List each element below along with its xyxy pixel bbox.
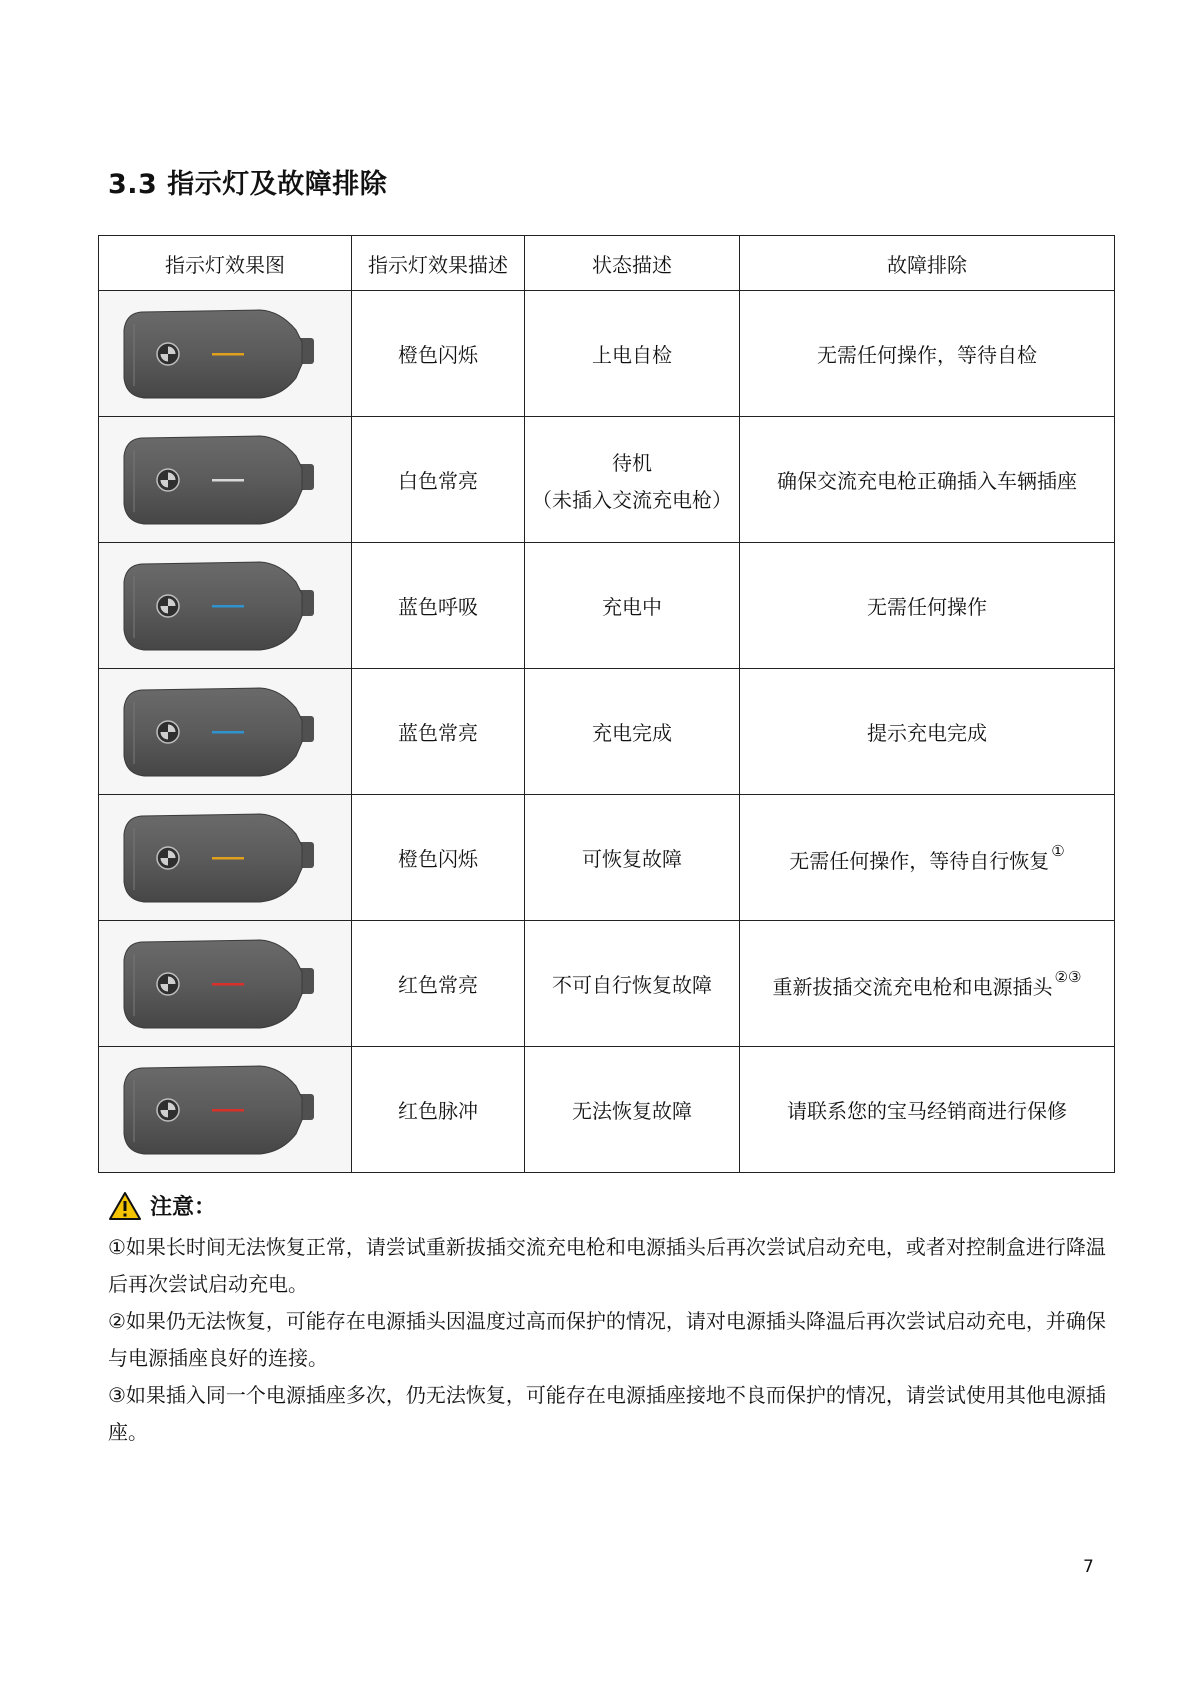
indicator-image: [99, 291, 352, 417]
header-fix: 故障排除: [740, 236, 1115, 291]
brand-logo-icon: [157, 847, 179, 869]
note-item-1: ①如果长时间无法恢复正常，请尝试重新拔插交流充电枪和电源插头后再次尝试启动充电，或者对控制盒进行降温后再次尝试启动充电。: [108, 1235, 1106, 1296]
indicator-light: [212, 731, 244, 734]
indicator-light: [212, 479, 244, 482]
control-box-image: [120, 1058, 330, 1162]
state-cell: [525, 291, 740, 417]
header-image: 指示灯效果图: [99, 236, 352, 291]
table-header-row: [99, 236, 1115, 291]
effect-cell: 白色常亮: [352, 417, 525, 543]
control-box-image: [120, 932, 330, 1036]
fix-cell: [740, 417, 1115, 543]
page-number: 7: [1083, 1557, 1094, 1577]
footnote-marker: ②③: [1054, 967, 1082, 986]
indicator-light: [212, 983, 244, 986]
state-text: 不可自行恢复故障: [552, 973, 712, 997]
brand-logo-icon: [157, 1099, 179, 1121]
fix-text: 请联系您的宝马经销商进行保修: [787, 1099, 1067, 1123]
header-effect: 指示灯效果描述: [352, 236, 525, 291]
control-box-image: [120, 428, 330, 532]
section-title: 3.3 指示灯及故障排除: [108, 169, 388, 200]
effect-cell: 橙色闪烁: [352, 795, 525, 921]
note-item-3: ③如果插入同一个电源插座多次，仍无法恢复，可能存在电源插座接地不良而保护的情况，请尝试使用其他电源插座。: [108, 1383, 1106, 1444]
state-text: 无法恢复故障: [572, 1099, 692, 1123]
footnote-marker: ①: [1051, 841, 1065, 860]
brand-logo-icon: [157, 595, 179, 617]
fix-cell: [740, 669, 1115, 795]
state-text: 上电自检: [592, 343, 672, 367]
indicator-table: [98, 235, 1115, 1173]
state-text: 充电完成: [592, 721, 672, 745]
control-box-image: [120, 554, 330, 658]
indicator-image: [99, 417, 352, 543]
indicator-light: [212, 1109, 244, 1112]
fix-cell: [740, 921, 1115, 1047]
fix-cell: [740, 543, 1115, 669]
state-cell: [525, 669, 740, 795]
state-cell: [525, 543, 740, 669]
fix-text: 确保交流充电枪正确插入车辆插座: [777, 469, 1077, 493]
header-state: 状态描述: [525, 236, 740, 291]
brand-logo-icon: [157, 469, 179, 491]
notes-heading-text: 注意：: [150, 1195, 217, 1220]
control-box-image: [120, 680, 330, 784]
state-cell: [525, 795, 740, 921]
table-row: [99, 669, 1115, 795]
fix-text: 无需任何操作: [867, 595, 987, 619]
note-item-2: ②如果仍无法恢复，可能存在电源插头因温度过高而保护的情况，请对电源插头降温后再次尝试启动充电，并确保与电源插座良好的连接。: [108, 1309, 1106, 1370]
table-row: [99, 291, 1115, 417]
table-row: [99, 543, 1115, 669]
brand-logo-icon: [157, 973, 179, 995]
fix-text: 无需任何操作，等待自行恢复: [789, 848, 1050, 873]
fix-cell: [740, 291, 1115, 417]
notes-section: [108, 1190, 1108, 1451]
state-text: 充电中: [602, 595, 662, 619]
brand-logo-icon: [157, 721, 179, 743]
state-subtext: （未插入交流充电枪）: [532, 487, 732, 512]
indicator-image: [99, 1047, 352, 1173]
indicator-image: [99, 795, 352, 921]
warning-triangle-icon: [108, 1191, 142, 1221]
indicator-image: [99, 669, 352, 795]
notes-heading: [108, 1190, 1108, 1221]
indicator-light: [212, 857, 244, 860]
control-box-image: [120, 806, 330, 910]
fix-cell: [740, 795, 1115, 921]
effect-cell: 红色脉冲: [352, 1047, 525, 1173]
fix-text: 无需任何操作，等待自检: [817, 343, 1037, 367]
table-row: [99, 1047, 1115, 1173]
effect-cell: 红色常亮: [352, 921, 525, 1047]
fix-text: 提示充电完成: [867, 721, 987, 745]
effect-cell: 蓝色呼吸: [352, 543, 525, 669]
state-cell: [525, 417, 740, 543]
control-box-image: [120, 302, 330, 406]
brand-logo-icon: [157, 343, 179, 365]
indicator-image: [99, 543, 352, 669]
indicator-image: [99, 921, 352, 1047]
state-text: 可恢复故障: [582, 847, 682, 871]
table-row: [99, 921, 1115, 1047]
state-cell: [525, 1047, 740, 1173]
indicator-light: [212, 353, 244, 356]
indicator-light: [212, 605, 244, 608]
effect-cell: 蓝色常亮: [352, 669, 525, 795]
table-row: [99, 417, 1115, 543]
effect-cell: 橙色闪烁: [352, 291, 525, 417]
fix-text: 重新拔插交流充电枪和电源插头: [772, 974, 1053, 999]
state-text: 待机: [612, 450, 652, 475]
state-cell: [525, 921, 740, 1047]
table-row: [99, 795, 1115, 921]
fix-cell: [740, 1047, 1115, 1173]
